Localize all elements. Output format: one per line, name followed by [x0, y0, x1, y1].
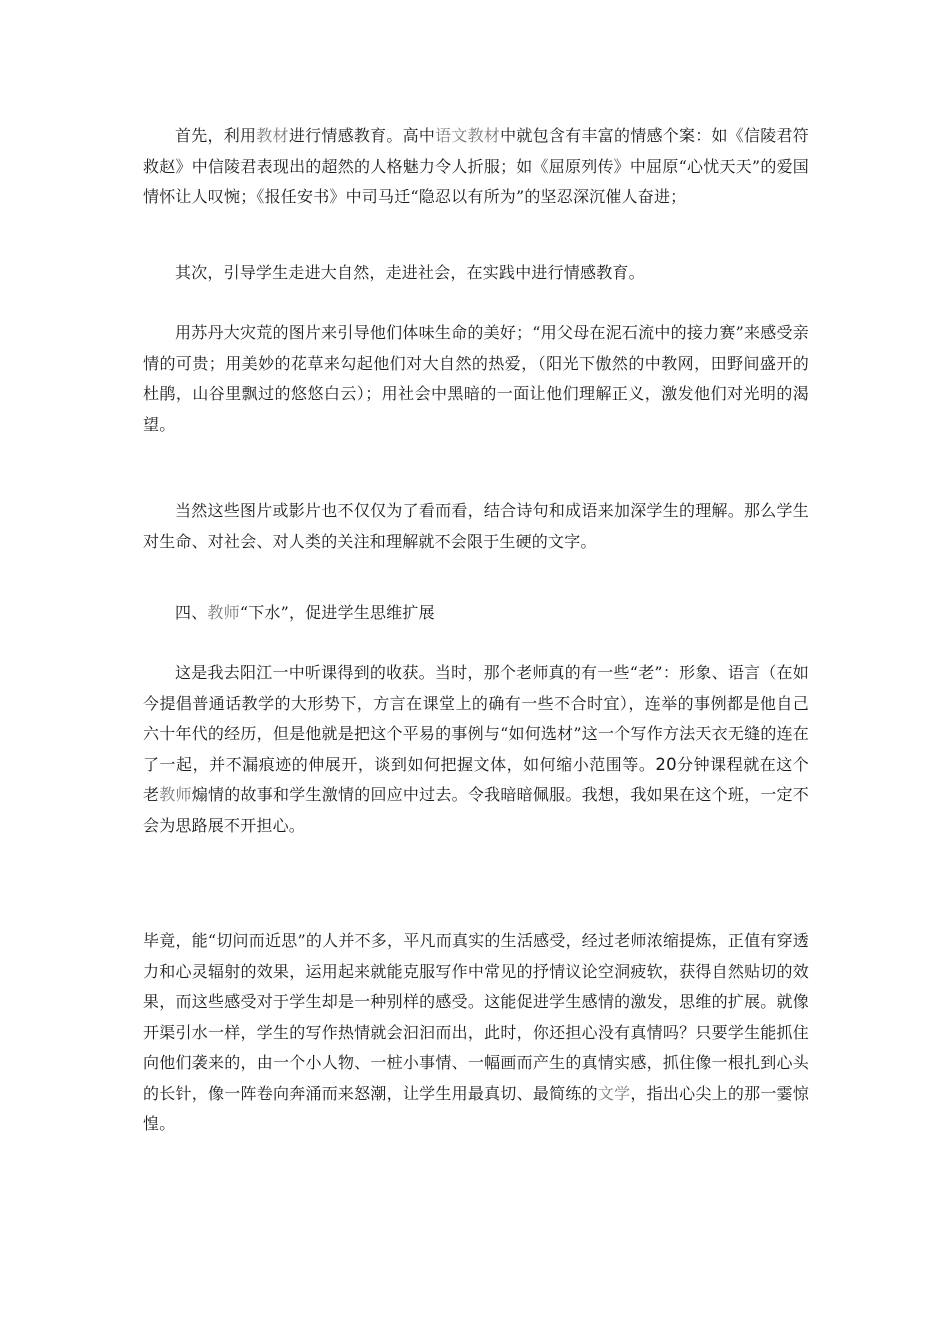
text-segment: 四、	[175, 603, 208, 622]
text-segment: 进行情感教育。高中	[288, 126, 436, 145]
text-segment: 首先，利用	[175, 126, 257, 145]
text-segment: 用苏丹大灾荒的图片来引导他们体味生命的美好；“用父母在泥石流中的接力赛”来感受亲情的可贵；用美妙的花草来勾起他们对大自然的热爱，（阳光下傲然的中教网，田野间盛开的杜鹃，山谷里飘过的悠悠白云）；用社会中黑暗的一面让他们理解正义，激发他们对光明的渴望。	[143, 323, 809, 434]
link-chinese-textbook[interactable]: 语文教材	[435, 126, 501, 145]
text-segment: 中就包含有丰富的情感个案：如《信陵君符救赵》中信陵君表现出的超然的人格魅力令人折服；如《屈原列传》中屈原“心忧天天”的爱国情怀让人叹惋；《报任安书》中司马迁“隐忍以有所为”的坚忍深沉催人奋进；	[143, 126, 809, 206]
paragraph-after-all	[143, 926, 809, 1140]
text-segment: 这是我去阳江一中听课得到的收获。当时，那个老师真的有一些“老”：形象、语言（在如今提倡普通话教学的大形势下，方言在课堂上的确有一些不合时宜），连举的事例都是他自己六十年代的经历，但是他就是把这个平易的事例与“如何选材”这一个写作方法天衣无缝的连在了一起，并不漏痕迹的伸展开，谈到如何把握文体，如何缩小范围等。	[143, 663, 809, 774]
link-teacher[interactable]: 教师	[159, 785, 192, 804]
link-literature[interactable]: 文学	[597, 1083, 631, 1103]
text-segment: “下水”，促进学生思维扩展	[239, 603, 435, 622]
text-segment: 当然这些图片或影片也不仅仅为了看而看，结合诗句和成语来加深学生的理解。那么学生对生命、对社会、对人类的关注和理解就不会限于生硬的文字。	[143, 501, 809, 551]
text-segment: 分钟课程就在这个老	[143, 754, 810, 804]
link-teacher[interactable]: 教师	[207, 603, 240, 622]
paragraph-poetry-idioms	[143, 496, 809, 557]
text-segment: 毕竟，能“切问而近思”的人并不多，平凡而真实的生活感受，经过老师浓缩提炼，正值有穿透力和心灵辐射的效果，运用起来就能克服写作中常见的抒情议论空洞疲软，获得自然贴切的效果，而这些感受对于学生却是一种别样的感受。这能促进学生感情的激发，思维的扩展。就像开渠引水一样，学生的写作热情就会汩汩而出，此时，你还担心没有真情吗？只要学生能抓住向他们袭来的，由一个小人物、一桩小事情、一幅画而产生的真情实感，抓住像一根扎到心头的长针，像一阵卷向奔涌而来怒潮，让学生用最真切、最简练的	[143, 931, 809, 1103]
link-textbook[interactable]: 教材	[256, 126, 289, 145]
paragraph-yangjiang	[143, 658, 809, 841]
text-segment: 其次，引导学生走进大自然，走进社会，在实践中进行情感教育。	[175, 263, 645, 282]
number-twenty: 20	[655, 754, 677, 774]
paragraph-teaching-materials	[143, 121, 809, 213]
text-segment: 煽情的故事和学生激情的回应中过去。令我暗暗佩服。我想，我如果在这个班，一定不会为思路展不开担心。	[143, 785, 809, 835]
paragraph-pictures	[143, 318, 809, 440]
paragraph-nature-society	[143, 258, 809, 289]
text-segment: ，指出心尖上的那一霎惊惶。	[143, 1083, 810, 1133]
section-heading-four	[143, 598, 809, 629]
